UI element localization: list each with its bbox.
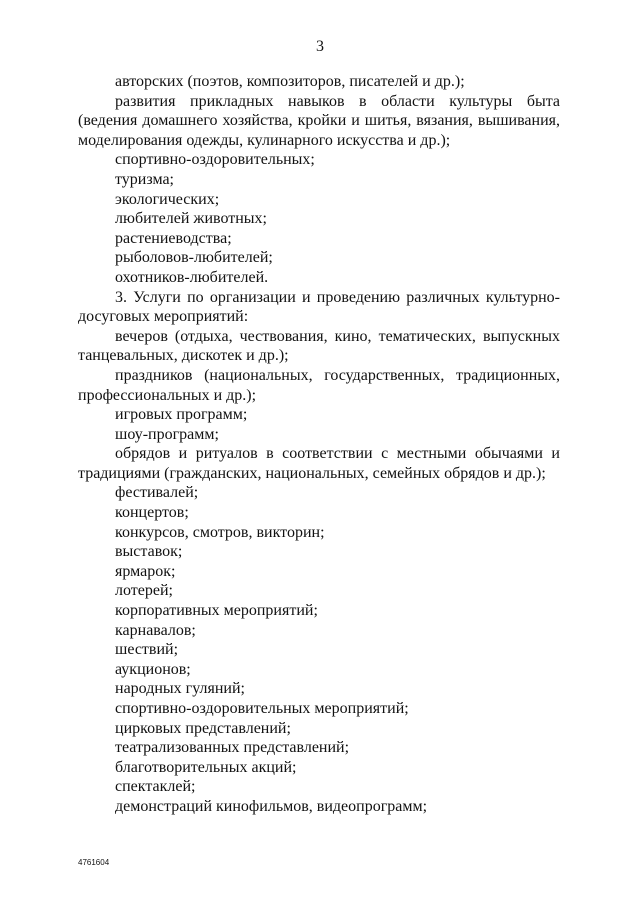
list-item: выставок;: [115, 543, 183, 561]
list-item: игровых программ;: [115, 406, 248, 424]
list-item: шествий;: [115, 641, 179, 659]
list-item: обрядов и ритуалов в соответствии с местными обычаями и традициями (гражданских, национальных, семейных обрядов и др.);: [78, 445, 560, 482]
page-number: 3: [316, 38, 324, 55]
list-item: театрализованных представлений;: [115, 739, 350, 757]
list-item: праздников (национальных, государственных, традиционных, профессиональных и др.);: [78, 366, 560, 404]
list-item: корпоративных мероприятий;: [115, 602, 318, 620]
list-item: рыболовов-любителей;: [115, 249, 273, 267]
list-item: демонстраций кинофильмов, видеопрограмм;: [115, 797, 428, 815]
list-item: фестивалей;: [115, 484, 199, 502]
list-item: ярмарок;: [115, 562, 176, 580]
list-item: лотерей;: [115, 582, 173, 600]
document-body: [78, 72, 560, 817]
section-heading: 3. Услуги по организации и проведению различных культурно-досуговых мероприятий:: [78, 288, 560, 326]
list-item: аукционов;: [115, 660, 191, 678]
list-item: спектаклей;: [115, 778, 196, 796]
list-item: туризма;: [115, 170, 174, 188]
list-item: экологических;: [115, 190, 220, 208]
list-item: авторских (поэтов, композиторов, писателей и др.);: [115, 73, 465, 90]
list-item: цирковых представлений;: [115, 719, 291, 737]
list-item: шоу-программ;: [115, 425, 219, 443]
list-item: вечеров (отдыха, чествования, кино, тематических, выпускных танцевальных, дискотек и др.);: [78, 327, 560, 365]
list-item: карнавалов;: [115, 621, 196, 639]
list-item: любителей животных;: [115, 210, 267, 228]
list-item: благотворительных акций;: [115, 758, 297, 776]
list-item: конкурсов, смотров, викторин;: [115, 523, 325, 541]
list-item: спортивно-оздоровительных мероприятий;: [115, 700, 409, 717]
list-item: народных гуляний;: [115, 680, 245, 698]
document-code: 4761604: [78, 858, 110, 867]
list-item: спортивно-оздоровительных;: [115, 151, 315, 169]
list-item: развития прикладных навыков в области культуры быта (ведения домашнего хозяйства, кройки и шитья, вязания, вышивания, моделирования одежды, кулинарного искусства и др.);: [78, 92, 560, 149]
list-item: концертов;: [115, 504, 189, 522]
list-item: растениеводства;: [115, 229, 232, 247]
list-item: охотников-любителей.: [115, 268, 269, 286]
